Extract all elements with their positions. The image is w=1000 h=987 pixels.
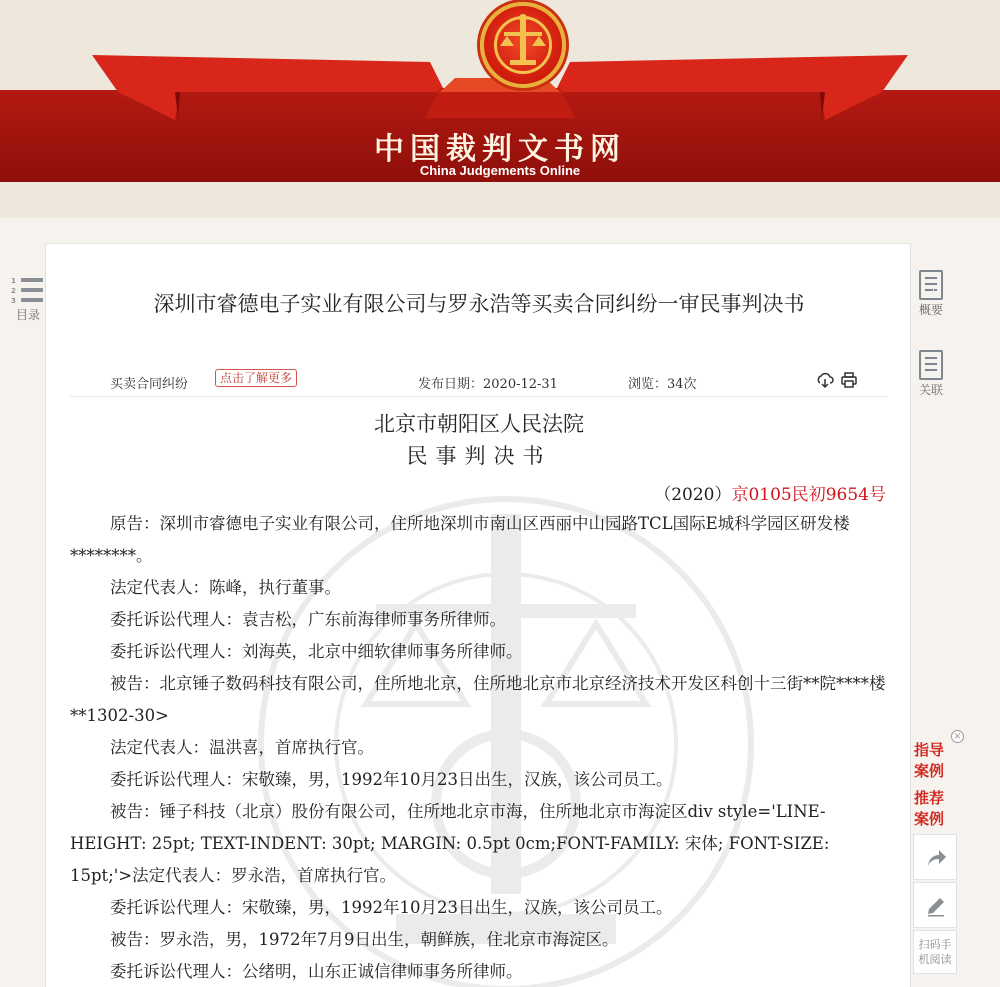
pencil-icon	[925, 895, 947, 917]
site-subtitle: China Judgements Online	[419, 163, 581, 178]
view-count: 浏览：34次	[628, 377, 697, 392]
document-body	[70, 508, 888, 987]
paragraph: 被告：罗永浩，男，1972年7月9日出生，朝鲜族，住北京市海淀区。	[110, 930, 619, 949]
edit-note-button[interactable]	[913, 882, 957, 928]
court-name: 北京市朝阳区人民法院	[374, 412, 584, 436]
share-arrow-icon	[925, 847, 947, 869]
case-links	[914, 740, 958, 830]
toc-button[interactable]	[8, 276, 48, 323]
related-button[interactable]	[912, 350, 950, 398]
paragraph: 委托诉讼代理人：刘海英，北京中细软律师事务所律师。	[110, 642, 523, 661]
paragraph: 委托诉讼代理人：宋敬臻，男，1992年10月23日出生，汉族，该公司员工。	[110, 898, 673, 917]
print-icon[interactable]	[840, 371, 858, 389]
guide-case-link[interactable]: 指导 案例	[914, 741, 945, 780]
document-panel	[45, 243, 911, 987]
recommend-case-link[interactable]: 推荐 案例	[914, 789, 945, 828]
case-number-year: （2020）	[654, 485, 732, 505]
close-icon[interactable]: ×	[951, 730, 964, 743]
share-button[interactable]	[913, 834, 957, 880]
document-title: 深圳市睿德电子实业有限公司与罗永浩等买卖合同纠纷一审民事判决书	[153, 292, 805, 316]
document-type: 民事判决书	[406, 444, 552, 468]
paragraph: 被告：北京锤子数码科技有限公司，住所地北京，住所地北京市北京经济技术开发区科创十三街**院****楼**1302-30>	[70, 674, 886, 725]
list-numbered-icon: 1 2 3	[11, 276, 45, 306]
paragraph: 法定代表人：温洪喜，首席执行官。	[110, 738, 374, 757]
court-emblem-icon	[480, 2, 566, 88]
related-document-icon	[919, 350, 943, 380]
case-cause: 买卖合同纠纷	[110, 377, 189, 392]
paragraph: 委托诉讼代理人：袁吉松，广东前海律师事务所律师。	[110, 610, 506, 629]
summary-label: 概要	[918, 303, 943, 317]
case-number-code: 京0105民初9654号	[731, 485, 886, 505]
paragraph: 被告：锤子科技（北京）股份有限公司，住所地北京市海，住所地北京市海淀区div style='LINE-HEIGHT: 25pt; TEXT-INDENT: 30pt; MARGIN: 0.5pt 0cm;FONT-FAMILY: 宋体; FONT-SIZE: 15pt;'>法定代表人：罗永浩，首席执行官。	[70, 802, 830, 885]
paragraph: 委托诉讼代理人：宋敬臻，男，1992年10月23日出生，汉族，该公司员工。	[110, 770, 673, 789]
summary-button[interactable]	[912, 270, 950, 318]
document-meta-bar	[70, 369, 888, 397]
paragraph: 法定代表人：陈峰，执行董事。	[110, 578, 341, 597]
learn-more-button[interactable]: 点击了解更多	[215, 369, 297, 387]
toc-label: 目录	[15, 308, 40, 322]
publish-date: 发布日期：2020-12-31	[418, 377, 558, 392]
paragraph: 委托诉讼代理人：公绪明，山东正诚信律师事务所律师。	[110, 962, 523, 981]
paragraph: 原告：深圳市睿德电子实业有限公司，住所地深圳市南山区西丽中山园路TCL国际E城科学园区研发楼********。	[70, 514, 850, 565]
qr-mobile-read-button[interactable]: 扫码手 机阅读	[913, 930, 957, 974]
site-header	[0, 0, 1000, 218]
related-label: 关联	[918, 383, 943, 397]
document-summary-icon	[919, 270, 943, 300]
site-title: 中国裁判文书网	[374, 132, 626, 167]
download-icon[interactable]	[816, 371, 834, 389]
case-number	[654, 480, 886, 505]
